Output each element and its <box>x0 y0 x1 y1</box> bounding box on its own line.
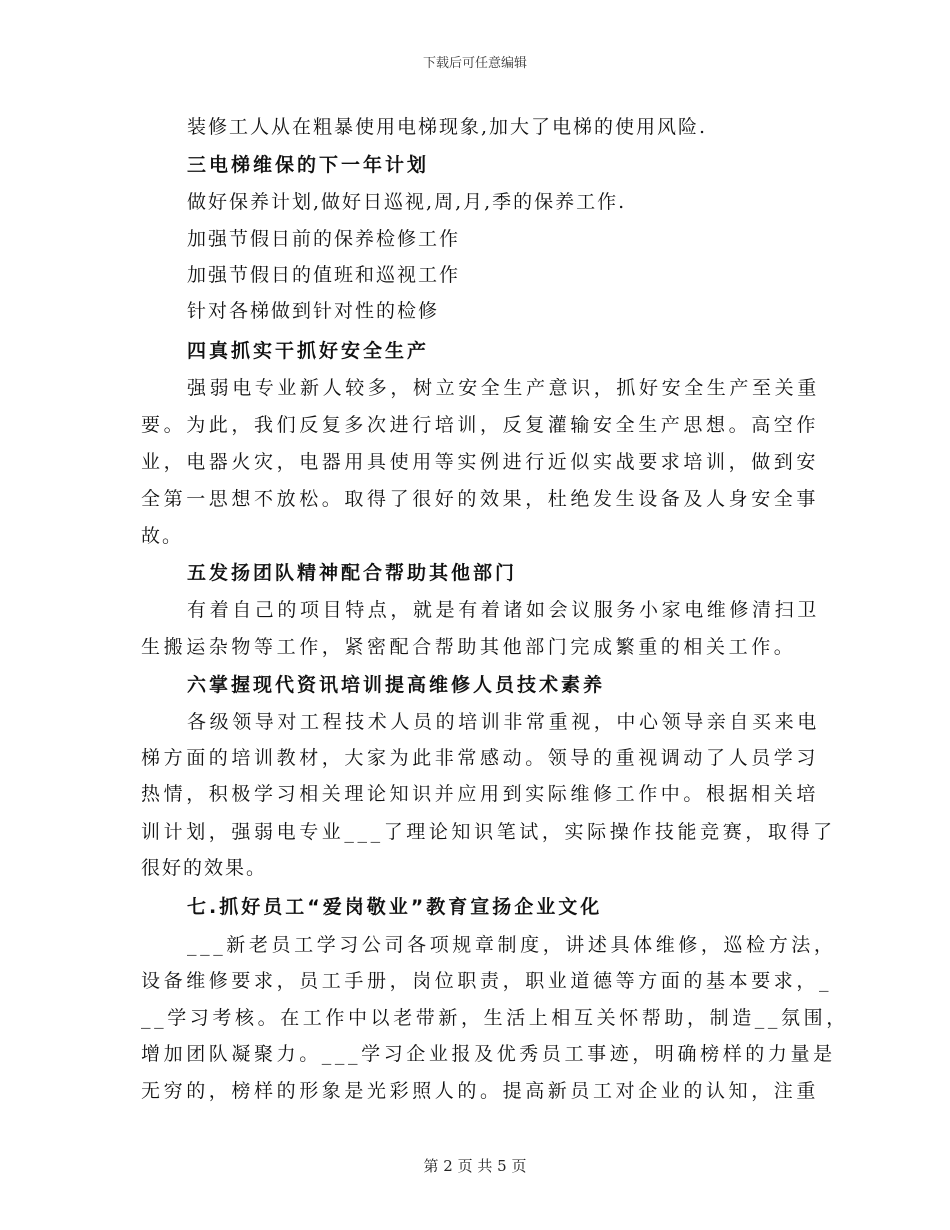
section-heading: 六掌握现代资讯培训提高维修人员技术素养 <box>187 674 606 696</box>
body-line: 强弱电专业新人较多，树立安全生产意识，抓好安全生产至关重 <box>187 377 820 399</box>
body-line: 做好保养计划,做好日巡视,周,月,季的保养工作. <box>187 191 627 213</box>
body-line: 业，电器火灾，电器用具使用等实例进行近似实战要求培训，做到安 <box>141 451 820 473</box>
body-line: 生搬运杂物等工作，紧密配合帮助其他部门完成繁重的相关工作。 <box>141 636 797 658</box>
body-line: 加强节假日的值班和巡视工作 <box>187 264 461 286</box>
section-heading: 七.抓好员工“爱岗敬业”教育宣扬企业文化 <box>187 896 603 918</box>
body-line: 各级领导对工程技术人员的培训非常重视，中心领导亲自买来电 <box>187 711 820 733</box>
section-heading: 五发扬团队精神配合帮助其他部门 <box>187 562 518 584</box>
page-footer: 第 2 页 共 5 页 <box>423 1157 527 1175</box>
body-line: 无穷的，榜样的形象是光彩照人的。提高新员工对企业的认知，注重 <box>141 1080 820 1102</box>
body-line: 设备维修要求，员工手册，岗位职责，职业道德等方面的基本要求，_ <box>141 970 833 992</box>
body-line: 增加团队凝聚力。___学习企业报及优秀员工事迹，明确榜样的力量是 <box>141 1043 836 1065</box>
body-line: 训计划，强弱电专业___了理论知识笔试，实际操作技能竞赛，取得了 <box>141 821 836 843</box>
body-line: 针对各梯做到针对性的检修 <box>187 300 440 322</box>
body-line: 加强节假日前的保养检修工作 <box>187 228 461 250</box>
section-heading: 三电梯维保的下一年计划 <box>187 154 430 176</box>
body-line: 全第一思想不放松。取得了很好的效果，杜绝发生设备及人身安全事 <box>141 488 820 510</box>
body-line: 要。为此，我们反复多次进行培训，反复灌输安全生产思想。高空作 <box>141 414 820 436</box>
body-line: 有着自己的项目特点，就是有着诸如会议服务小家电维修清扫卫 <box>187 599 820 621</box>
body-line: __学习考核。在工作中以老带新，生活上相互关怀帮助，制造__氛围， <box>141 1007 849 1029</box>
body-line: ___新老员工学习公司各项规章制度，讲述具体维修，巡检方法， <box>187 934 837 956</box>
body-line: 很好的效果。 <box>141 857 268 879</box>
body-line: 热情，积极学习相关理论知识并应用到实际维修工作中。根据相关培 <box>141 783 820 805</box>
section-heading: 四真抓实干抓好安全生产 <box>187 340 430 362</box>
body-line: 梯方面的培训教材，大家为此非常感动。领导的重视调动了人员学习 <box>141 747 820 769</box>
body-line: 装修工人从在粗暴使用电梯现象,加大了电梯的使用风险. <box>187 116 708 138</box>
page-header: 下载后可任意编辑 <box>422 56 527 71</box>
body-line: 故。 <box>141 525 184 547</box>
